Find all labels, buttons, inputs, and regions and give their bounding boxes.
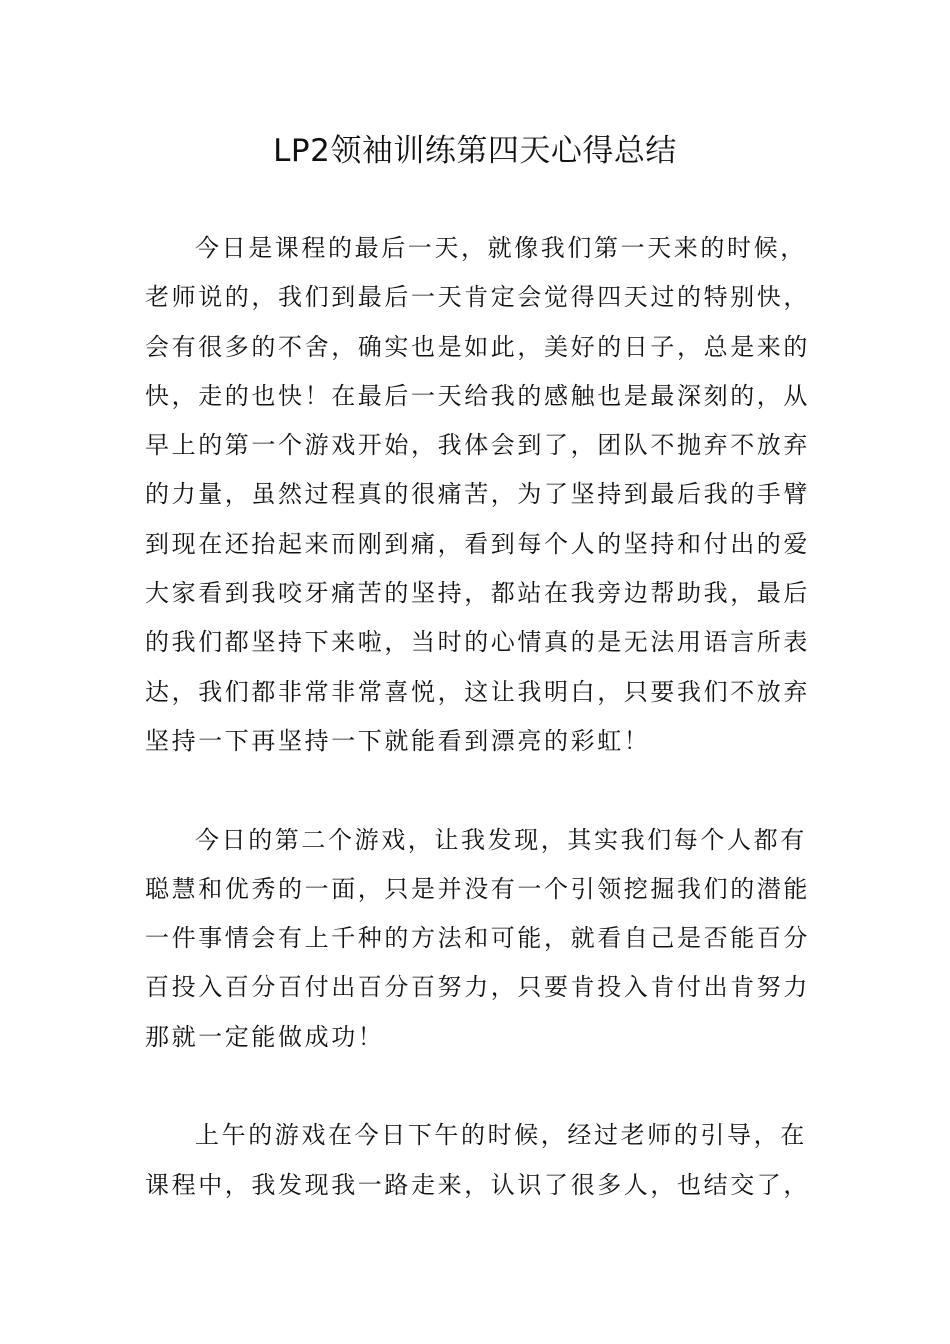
document-body — [145, 224, 811, 1210]
paragraph-line: 坚持一下再坚持一下就能看到漂亮的彩虹！ — [145, 726, 651, 755]
paragraph-line: 大家看到我咬牙痛苦的坚持，都站在我旁边帮助我，最后 — [145, 579, 810, 608]
paragraph-line: 老师说的，我们到最后一天肯定会觉得四天过的特别快， — [145, 283, 810, 312]
paragraph-line: 会有很多的不舍，确实也是如此，美好的日子，总是来的 — [145, 332, 810, 361]
paragraph-line: 早上的第一个游戏开始，我体会到了，团队不抛弃不放弃 — [145, 431, 810, 460]
paragraph-spacer — [145, 766, 811, 815]
document-title: LP2领袖训练第四天心得总结 — [273, 133, 677, 169]
paragraph-line: 那就一定能做成功！ — [145, 1022, 385, 1051]
paragraph-line: 的力量，虽然过程真的很痛苦，为了坚持到最后我的手臂 — [145, 480, 810, 509]
paragraph-line: 聪慧和优秀的一面，只是并没有一个引领挖掘我们的潜能 — [145, 874, 810, 903]
paragraph-2 — [145, 816, 811, 1062]
paragraph-line: 到现在还抬起来而刚到痛，看到每个人的坚持和付出的爱 — [145, 529, 810, 558]
paragraph-line: 今日是课程的最后一天，就像我们第一天来的时候， — [195, 234, 807, 262]
paragraph-line: 的我们都坚持下来啦，当时的心情真的是无法用语言所表 — [145, 628, 810, 657]
paragraph-3 — [145, 1111, 811, 1210]
paragraph-line: 课程中，我发现我一路走来，认识了很多人，也结交了， — [145, 1170, 810, 1199]
paragraph-line: 达，我们都非常非常喜悦，这让我明白，只要我们不放弃 — [145, 677, 810, 706]
paragraph-line: 一件事情会有上千种的方法和可能，就看自己是否能百分 — [145, 924, 810, 953]
paragraph-spacer — [145, 1062, 811, 1111]
paragraph-line: 今日的第二个游戏，让我发现，其实我们每个人都有 — [195, 825, 807, 854]
paragraph-line: 百投入百分百付出百分百努力，只要肯投入肯付出肯努力 — [145, 973, 810, 1002]
paragraph-line: 上午的游戏在今日下午的时候，经过老师的引导，在 — [195, 1121, 807, 1150]
paragraph-line: 快，走的也快！在最后一天给我的感触也是最深刻的，从 — [145, 381, 810, 410]
paragraph-1 — [145, 224, 811, 766]
